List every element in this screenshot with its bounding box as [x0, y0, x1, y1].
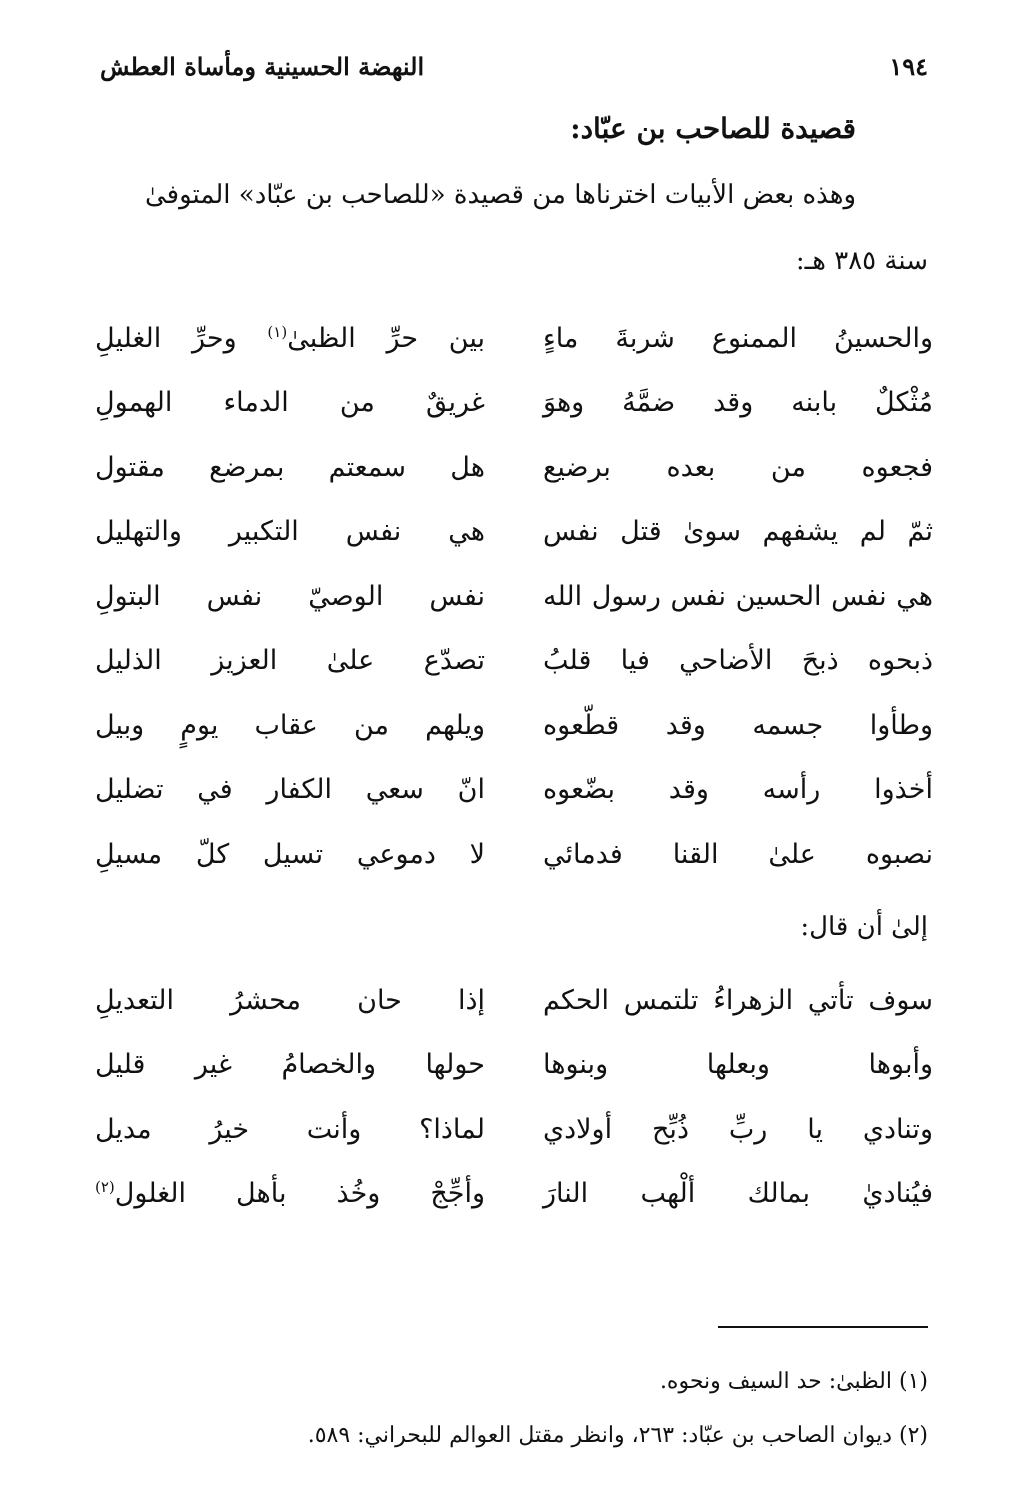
footnote-separator: [718, 1326, 928, 1328]
poem-part-2: [95, 968, 933, 1226]
second-hemistich: وأجِّجْ وخُذ بأهل الغلول$^{(٢)}$: [95, 1178, 485, 1210]
second-hemistich: بين حرِّ الظبىٰ$^{(١)}$ وحرِّ الغليلِ: [95, 322, 485, 354]
verse-line: [95, 629, 933, 694]
verse-line: [95, 435, 933, 500]
intro-paragraph-line-2: سنة ٣٨٥ هـ:: [795, 246, 928, 276]
verse-line: [95, 758, 933, 823]
verse-line: [95, 968, 933, 1033]
first-hemistich: ثمّ لم يشفهم سوىٰ قتل نفس: [543, 516, 933, 548]
verse-line: [95, 1033, 933, 1098]
second-hemistich: هي نفس التكبير والتهليل: [95, 516, 485, 548]
intro-paragraph-line-1: وهذه بعض الأبيات اخترناها من قصيدة «للصاحب بن عبّاد» المتوفىٰ: [144, 180, 856, 210]
second-hemistich: لماذا؟ وأنت خيرُ مديل: [95, 1113, 485, 1145]
first-hemistich: وأبوها وبعلها وبنوها: [543, 1049, 933, 1081]
verse-line: [95, 1162, 933, 1227]
second-hemistich: حولها والخصامُ غير قليل: [95, 1049, 485, 1081]
poem-part-1: [95, 306, 933, 887]
footnote-marker: (٢): [95, 1178, 115, 1197]
first-hemistich: وطأوا جسمه وقد قطّعوه: [543, 709, 933, 741]
footnote-2: (٢) ديوان الصاحب بن عبّاد: ٢٦٣، وانظر مقتل العوالم للبحراني: ٥٨٩.: [307, 1423, 928, 1448]
page-header: [100, 46, 928, 86]
second-hemistich: تصدّع علىٰ العزيز الذليل: [95, 645, 485, 677]
running-title: النهضة الحسينية ومأساة العطش: [100, 51, 425, 81]
first-hemistich: نصبوه علىٰ القنا فدمائي: [543, 838, 933, 870]
first-hemistich: سوف تأتي الزهراءُ تلتمس الحكم: [543, 984, 933, 1016]
footnotes: [100, 1362, 928, 1470]
verse-line: [95, 693, 933, 758]
second-hemistich: هل سمعتم بمرضع مقتول: [95, 451, 485, 483]
second-hemistich: إذا حان محشرُ التعديلِ: [95, 984, 485, 1016]
transition-text: إلىٰ أن قال:: [800, 912, 928, 942]
verse-line: [95, 371, 933, 436]
footnote-marker: (١): [267, 322, 288, 341]
verse-line: [95, 822, 933, 887]
first-hemistich: هي نفس الحسين نفس رسول الله: [543, 580, 933, 612]
second-hemistich: لا دموعي تسيل كلّ مسيلِ: [95, 838, 485, 870]
verse-line: [95, 564, 933, 629]
first-hemistich: فيُناديٰ بمالك ألْهب النارَ: [543, 1178, 933, 1210]
second-hemistich: غريقٌ من الدماء الهمولِ: [95, 387, 485, 419]
first-hemistich: فجعوه من بعده برضيع: [543, 451, 933, 483]
verse-line: [95, 1097, 933, 1162]
section-title: قصيدة للصاحب بن عبّاد:: [570, 112, 856, 145]
first-hemistich: مُثْكلٌ بابنه وقد ضمَّهُ وهوَ: [543, 387, 933, 419]
footnote-1: (١) الظبىٰ: حد السيف ونحوه.: [659, 1369, 928, 1394]
first-hemistich: وتنادي يا ربِّ ذُبِّح أولادي: [543, 1113, 933, 1145]
second-hemistich: ويلهم من عقاب يومٍ وبيل: [95, 709, 485, 741]
first-hemistich: والحسينُ الممنوع شربةَ ماءٍ: [543, 322, 933, 354]
verse-line: [95, 306, 933, 371]
second-hemistich: نفس الوصيّ نفس البتولِ: [95, 580, 485, 612]
first-hemistich: أخذوا رأسه وقد بضّعوه: [543, 774, 933, 806]
page-number: ١٩٤: [889, 51, 928, 81]
second-hemistich: انّ سعي الكفار في تضليل: [95, 774, 485, 806]
first-hemistich: ذبحوه ذبحَ الأضاحي فيا قلبُ: [543, 645, 933, 677]
verse-line: [95, 500, 933, 565]
